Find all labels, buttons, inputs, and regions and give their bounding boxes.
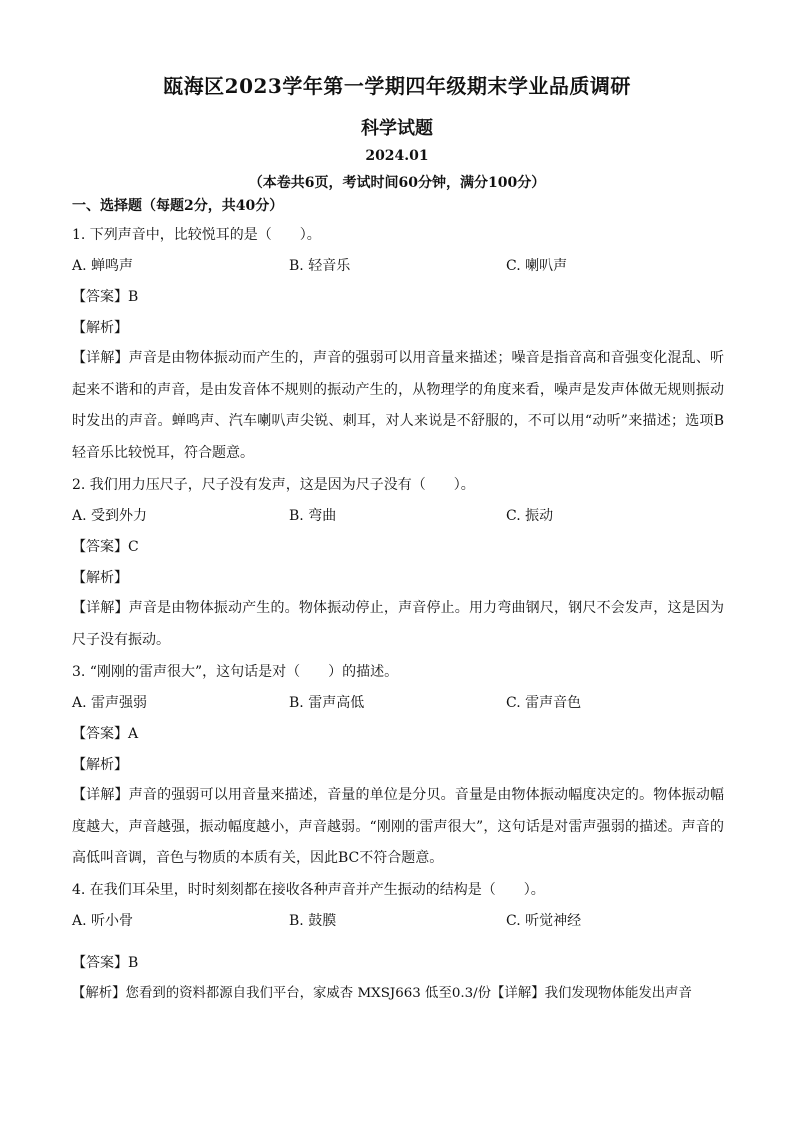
analysis-label: 【解析】 [72, 570, 128, 586]
detail-paragraph: 【详解】声音是由物体振动产生的。物体振动停止，声音停止。用力弯曲钢尺，钢尺不会发声，这是因为尺子没有振动。 [72, 600, 724, 648]
answer-label: 【答案】B [72, 289, 139, 305]
footer-line: 【解析】您看到的资料都源自我们平台，家威杏 MXSJ663 低至0.3/份【详解】我们发现物体能发出声音 [72, 986, 692, 1001]
answer-label: 【答案】B [72, 955, 139, 971]
analysis-label: 【解析】 [72, 320, 128, 336]
analysis-label: 【解析】 [72, 757, 128, 773]
question-stem: 4. 在我们耳朵里，时时刻刻都在接收各种声音并产生振动的结构是（ ）。 [72, 882, 545, 898]
exam-date: 2024.01 [365, 148, 429, 164]
option-b: B. 弯曲 [289, 508, 337, 524]
exam-title: 瓯海区2023学年第一学期四年级期末学业品质调研 [163, 74, 631, 98]
question-stem: 3. “刚刚的雷声很大”，这句话是对（ ）的描述。 [72, 664, 399, 680]
option-a: A. 蝉鸣声 [72, 258, 134, 274]
section-heading: 一、选择题（每题2分，共40分） [72, 198, 284, 214]
option-c: C. 听觉神经 [506, 913, 582, 929]
detail-paragraph: 【详解】声音是由物体振动而产生的，声音的强弱可以用音量来描述；噪音是指音高和音强变化混乱、听起来不谐和的声音，是由发音体不规则的振动产生的，从物理学的角度来看，噪声是发声体做无规则振动时发出的声音。蝉鸣声、汽车喇叭声尖锐、刺耳，对人来说是不舒服的，不可以用“动听”来描述；选项B轻音乐比较悦耳，符合题意。 [72, 350, 724, 461]
exam-note: （本卷共6页，考试时间60分钟，满分100分） [248, 175, 546, 191]
option-a: A. 雷声强弱 [72, 695, 148, 711]
answer-label: 【答案】A [72, 726, 139, 742]
answer-label: 【答案】C [72, 539, 139, 555]
option-a: A. 受到外力 [72, 508, 148, 524]
option-b: B. 鼓膜 [289, 913, 337, 929]
subject-title: 科学试题 [361, 118, 433, 139]
option-b: B. 雷声高低 [289, 695, 365, 711]
option-b: B. 轻音乐 [289, 258, 351, 274]
option-c: C. 雷声音色 [506, 695, 582, 711]
option-c: C. 喇叭声 [506, 258, 568, 274]
question-stem: 2. 我们用力压尺子，尺子没有发声，这是因为尺子没有（ ）。 [72, 477, 475, 493]
detail-paragraph: 【详解】声音的强弱可以用音量来描述，音量的单位是分贝。音量是由物体振动幅度决定的。物体振动幅度越大，声音越强，振动幅度越小，声音越弱。“刚刚的雷声很大”，这句话是对雷声强弱的描述。声音的高低叫音调，音色与物质的本质有关，因此BC不符合题意。 [72, 787, 724, 866]
question-stem: 1. 下列声音中，比较悦耳的是（ ）。 [72, 227, 321, 243]
option-a: A. 听小骨 [72, 913, 134, 929]
option-c: C. 振动 [506, 508, 554, 524]
